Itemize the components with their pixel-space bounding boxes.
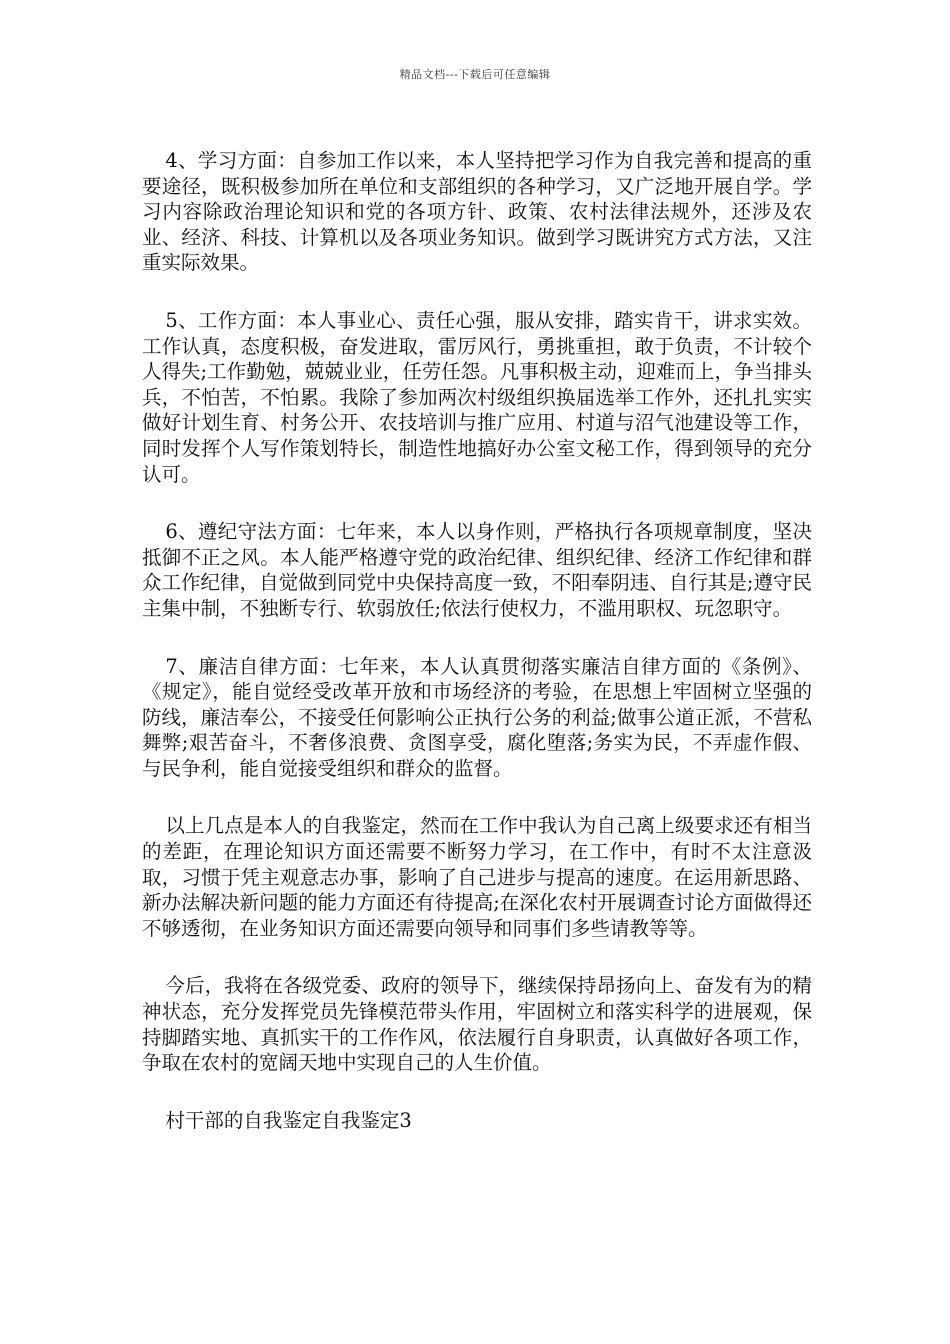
paragraph-study: 4、学习方面：自参加工作以来，本人坚持把学习作为自我完善和提高的重要途径，既积极参加所在单位和支部组织的各种学习，又广泛地开展自学。学习内容除政治理论知识和党的各项方针、政策、农村法律法规外，还涉及农业、经济、科技、计算机以及各项业务知识。做到学习既讲究方式方法，又注重实际效果。 <box>142 149 812 275</box>
paragraph-discipline: 6、遵纪守法方面：七年来，本人以身作则，严格执行各项规章制度，坚决抵御不正之风。本人能严格遵守党的政治纪律、组织纪律、经济工作纪律和群众工作纪律，自觉做到同党中央保持高度一致，不阳奉阴违、自行其是;遵守民主集中制，不独断专行、软弱放任;依法行使权力，不滥用职权、玩忽职守。 <box>142 520 812 620</box>
page-header: 精品文档---下载后可任意编辑 <box>399 68 551 81</box>
paragraph-shortcomings: 以上几点是本人的自我鉴定，然而在工作中我认为自己离上级要求还有相当的差距，在理论知识方面还需要不断努力学习，在工作中，有时不太注意汲取，习惯于凭主观意志办事，影响了自己进步与提高的速度。在运用新思路、新办法解决新问题的能力方面还有待提高;在深化农村开展调查讨论方面做得还不够透彻，在业务知识方面还需要向领导和同事们多些请教等等。 <box>142 814 812 940</box>
paragraph-future: 今后，我将在各级党委、政府的领导下，继续保持昂扬向上、奋发有为的精神状态，充分发挥党员先锋模范带头作用，牢固树立和落实科学的进展观，保持脚踏实地、真抓实干的工作作风，依法履行自身职责，认真做好各项工作，争取在农村的宽阔天地中实现自己的人生价值。 <box>142 974 812 1075</box>
document-body <box>142 148 812 1133</box>
section-title: 村干部的自我鉴定自我鉴定3 <box>165 1108 412 1132</box>
paragraph-work: 5、工作方面：本人事业心、责任心强，服从安排，踏实肯干，讲求实效。工作认真，态度积极，奋发进取，雷厉风行，勇挑重担，敢于负责，不计较个人得失;工作勤勉，兢兢业业，任劳任怨。凡事积极主动，迎难而上，争当排头兵，不怕苦，不怕累。我除了参加两次村级组织换届选举工作外，还扎扎实实做好计划生育、村务公开、农技培训与推广应用、村道与沼气池建设等工作，同时发挥个人写作策划特长，制造性地搞好办公室文秘工作，得到领导的充分认可。 <box>142 308 812 486</box>
paragraph-integrity: 7、廉洁自律方面：七年来，本人认真贯彻落实廉洁自律方面的《条例》、《规定》，能自觉经受改革开放和市场经济的考验，在思想上牢固树立坚强的防线，廉洁奉公，不接受任何影响公正执行公务的利益;做事公道正派，不营私舞弊;艰苦奋斗，不奢侈浪费、贪图享受，腐化堕落;务实为民，不弄虚作假、与民争利，能自觉接受组织和群众的监督。 <box>142 654 812 780</box>
